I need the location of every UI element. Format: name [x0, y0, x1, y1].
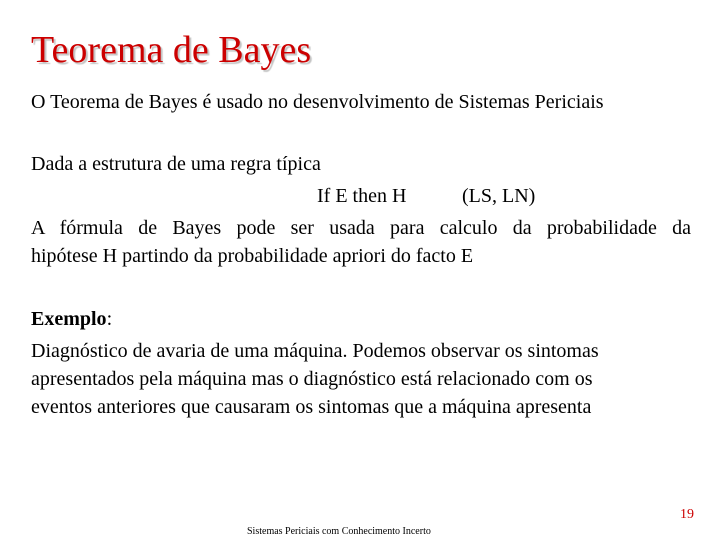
- rule-if-then: If E then H: [317, 185, 407, 207]
- rule-params: (LS, LN): [462, 185, 536, 207]
- slide-title: Teorema de Bayes: [31, 29, 312, 71]
- example-line-1: Diagnóstico de avaria de uma máquina. Podemos observar os sintomas: [31, 340, 599, 362]
- footer-text: Sistemas Periciais com Conhecimento Incerto: [247, 526, 431, 537]
- page-number: 19: [680, 507, 694, 522]
- rule-intro-text: Dada a estrutura de uma regra típica: [31, 153, 321, 175]
- example-heading: [31, 305, 112, 333]
- example-line-3: eventos anteriores que causaram os sintomas que a máquina apresenta: [31, 396, 592, 418]
- example-line-2: apresentados pela máquina mas o diagnóstico está relacionado com os: [31, 368, 593, 390]
- formula-line-1: A fórmula de Bayes pode ser usada para calculo da probabilidade da: [31, 217, 691, 239]
- example-colon: :: [106, 308, 113, 330]
- formula-line-2: hipótese H partindo da probabilidade apriori do facto E: [31, 245, 474, 267]
- example-label: Exemplo: [31, 308, 107, 330]
- intro-text: O Teorema de Bayes é usado no desenvolvimento de Sistemas Periciais: [31, 91, 604, 113]
